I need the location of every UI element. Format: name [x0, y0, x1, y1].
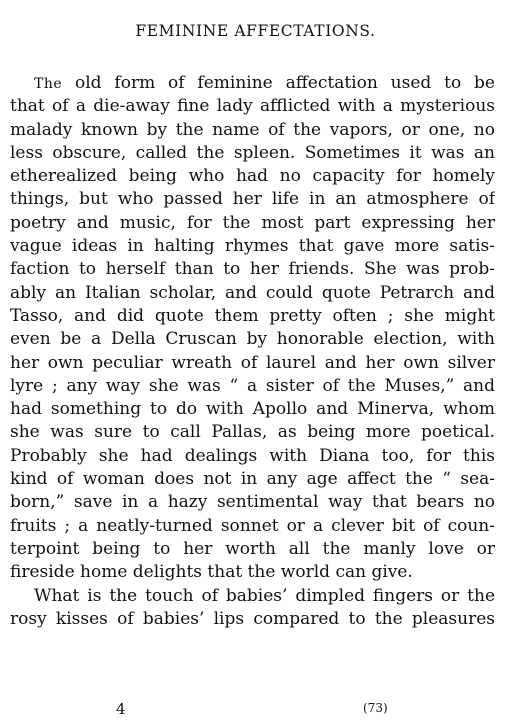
text-line: her own peculiar wreath of laurel and her own silver — [10, 352, 495, 373]
text-line: fireside home delights that the world can give. — [10, 562, 413, 583]
text-line: she was sure to call Pallas, as being more poetical. — [10, 422, 495, 443]
text-line: even be a Della Cruscan by honorable election, with — [10, 329, 495, 350]
text-line: rosy kisses of babies’ lips compared to the pleasures — [10, 608, 495, 629]
text-line: terpoint being to her worth all the manly love or — [10, 538, 495, 559]
body-text — [10, 72, 495, 631]
lead-word: The — [34, 76, 63, 92]
text-line: Tasso, and did quote them pretty often ; she might — [10, 305, 495, 326]
text-line: fruits ; a neatly-turned sonnet or a clever bit of coun- — [10, 515, 495, 536]
text-line: less obscure, called the spleen. Sometimes it was an — [10, 142, 495, 163]
signature-mark: 4 — [116, 700, 126, 718]
text-line: Probably she had dealings with Diana too, for this — [10, 445, 495, 466]
text-line: vague ideas in halting rhymes that gave more satis- — [10, 236, 495, 257]
text-line: things, but who passed her life in an atmosphere of — [10, 189, 495, 210]
text-line: poetry and music, for the most part expressing her — [10, 212, 495, 233]
text-line: What is the touch of babies’ dimpled fingers or the — [34, 585, 495, 606]
text-line-content: old form of feminine affectation used to be — [75, 73, 495, 93]
text-line: malady known by the name of the vapors, or one, no — [10, 119, 495, 140]
text-line: lyre ; any way she was “ a sister of the Muses,” and — [10, 375, 495, 396]
text-line: etherealized being who had no capacity for homely — [10, 166, 495, 187]
text-line: had something to do with Apollo and Minerva, whom — [10, 399, 495, 420]
text-line: kind of woman does not in any age affect the “ sea- — [10, 469, 495, 490]
text-line: that of a die-away fine lady afflicted with a mysterious — [10, 96, 495, 117]
text-line: born,” save in a hazy sentimental way that bears no — [10, 492, 495, 513]
text-line — [10, 72, 495, 95]
text-line: faction to herself than to her friends. She was prob- — [10, 259, 495, 280]
text-line: ably an Italian scholar, and could quote Petrarch and — [10, 282, 495, 303]
chapter-title: FEMININE AFFECTATIONS. — [135, 22, 376, 40]
page-number: (73) — [363, 701, 388, 715]
